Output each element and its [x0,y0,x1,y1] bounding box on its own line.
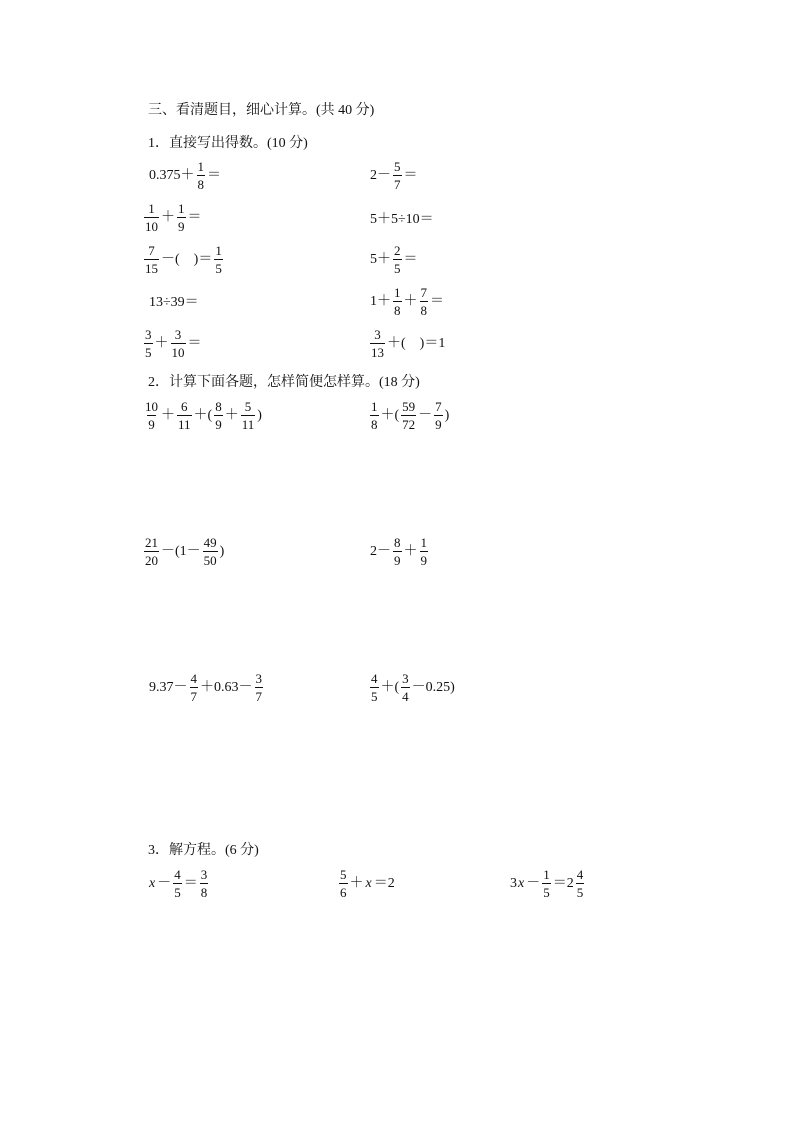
q1-expression-8 [369,286,445,318]
denominator: 5 [371,689,378,704]
close-paren: ) [257,408,262,423]
numerator: 5 [394,159,401,174]
q2-expression-3 [143,536,225,568]
fraction [190,672,199,704]
equals: ＝ [207,168,221,183]
denominator: 8 [371,417,378,432]
numerator: 59 [402,399,416,414]
fraction [144,536,159,568]
fraction [203,536,218,568]
denominator: 9 [435,417,442,432]
q2-expression-4 [369,536,429,568]
term: 0.375＋ [149,168,195,183]
denominator: 50 [203,553,217,568]
numerator: 21 [145,535,158,550]
variable: x [365,876,372,891]
numerator: 1 [148,201,155,216]
denominator: 9 [148,417,155,432]
operator: ＋0.63－ [200,680,253,695]
fraction [401,400,416,432]
operator: ＋ [403,544,418,559]
operator: ＋ [161,408,175,423]
numerator: 4 [174,867,181,882]
equals: ＝ [403,252,418,267]
operator: ＋( [380,408,400,423]
fraction [255,672,264,704]
fraction [214,400,223,432]
fraction [542,868,551,900]
numerator: 1 [197,159,204,174]
numerator: 3 [145,327,152,342]
operator: － [418,408,433,423]
denominator: 10 [145,219,158,234]
denominator: 9 [420,553,427,568]
fraction [241,400,256,432]
fraction [370,400,379,432]
numerator: 6 [181,399,188,414]
fraction [144,244,159,276]
numerator: 7 [148,243,155,258]
close-paren: ) [444,408,450,423]
numerator: 7 [420,285,427,300]
q3-equation-3 [509,868,585,900]
q1-expression-3 [143,202,203,234]
numerator: 1 [178,201,185,216]
q1-expression-2 [369,160,419,192]
operator: ＋ [161,210,175,225]
fraction [200,868,209,900]
numerator: 3 [255,671,262,686]
q1-expression-7 [148,296,200,310]
denominator: 5 [576,885,584,900]
denominator: 13 [371,345,384,360]
denominator: 8 [394,303,401,318]
operator: ＋ [224,408,239,423]
fraction [393,536,402,568]
term: 13÷39＝ [149,295,199,310]
term: 5＋ [370,252,391,267]
term: 9.37－ [149,680,188,695]
equals: ＝ [430,294,444,309]
fraction [393,244,402,276]
numerator: 10 [145,399,158,414]
fraction [370,672,379,704]
denominator: 11 [241,417,255,432]
q1-expression-9 [143,328,203,360]
term: 2－ [370,168,391,183]
numerator: 3 [402,671,409,686]
q1-expression-4 [369,213,435,227]
term: 2－ [370,544,391,559]
answer-blank-expression: －( )＝ [161,252,213,267]
denominator: 5 [174,885,181,900]
operator: ＋( [193,408,213,423]
variable: x [518,876,525,891]
numerator: 1 [394,285,401,300]
numerator: 8 [394,535,401,550]
fraction [420,536,429,568]
term: ＝2 [373,876,395,891]
q2-heading: 2．计算下面各题，怎样简便怎样算。(18 分) [148,375,420,390]
denominator: 8 [197,177,204,192]
fraction [339,868,348,900]
fraction [171,328,186,360]
q2-expression-2 [369,400,450,432]
q3-heading: 3．解方程。(6 分) [148,843,259,858]
q2-expression-5 [148,672,264,704]
numerator: 3 [174,327,182,342]
coefficient: 3 [510,876,517,891]
fraction [370,328,385,360]
denominator: 7 [255,689,262,704]
denominator: 9 [178,219,185,234]
operator: － [526,876,541,891]
operator: ＋ [349,876,364,891]
denominator: 9 [215,417,222,432]
operator: ＋ [403,294,418,309]
section-title: 三、看清题目，细心计算。(共 40 分) [148,103,375,118]
numerator: 7 [435,399,442,414]
equals-mixed-whole: ＝2 [552,876,574,891]
fraction [144,328,153,360]
operator: ＋( [380,680,400,695]
operator: －(1－ [161,544,201,559]
numerator: 5 [244,399,252,414]
denominator: 11 [178,417,191,432]
term: 1＋ [370,294,391,309]
denominator: 7 [190,689,197,704]
denominator: 6 [340,885,347,900]
q1-expression-6 [369,244,419,276]
numerator: 2 [394,243,401,258]
denominator: 5 [394,261,401,276]
denominator: 5 [215,261,222,276]
numerator: 1 [420,535,427,550]
denominator: 7 [394,177,401,192]
equals: ＝ [183,876,198,891]
numerator: 4 [576,867,584,882]
fraction [393,160,402,192]
denominator: 72 [402,417,416,432]
fraction [576,868,585,900]
denominator: 5 [145,345,152,360]
denominator: 5 [543,885,550,900]
q3-equation-1 [148,868,209,900]
fraction [173,868,182,900]
term: 5＋5÷10＝ [370,212,434,227]
q3-equation-2 [338,868,396,900]
numerator: 4 [190,671,197,686]
denominator: 10 [171,345,185,360]
numerator: 3 [374,327,381,342]
numerator: 1 [543,867,550,882]
numerator: 49 [203,535,217,550]
operator: ＋ [154,336,169,351]
fraction [177,202,186,234]
denominator: 4 [402,689,409,704]
numerator: 5 [340,867,347,882]
operator: －0.25) [411,680,455,695]
equals: ＝ [187,336,202,351]
fraction [214,244,223,276]
numerator: 1 [215,243,222,258]
fraction [144,400,159,432]
fraction [420,286,429,318]
close-paren: ) [219,544,225,559]
variable: x [149,876,156,891]
numerator: 8 [215,399,222,414]
answer-blank-expression: ＋( )＝1 [387,336,446,351]
q1-expression-5 [143,244,224,276]
numerator: 4 [371,671,378,686]
denominator: 8 [420,303,427,318]
q2-expression-6 [369,672,456,704]
fraction [401,672,410,704]
q1-expression-1 [148,160,222,192]
numerator: 1 [371,399,378,414]
denominator: 9 [394,553,401,568]
q1-expression-10 [369,328,446,360]
equals: ＝ [403,168,418,183]
denominator: 8 [200,885,208,900]
fraction [393,286,402,318]
equals: ＝ [187,210,202,225]
q1-heading: 1．直接写出得数。(10 分) [148,136,308,151]
q2-expression-1 [143,400,263,432]
fraction [434,400,443,432]
operator: － [157,876,172,891]
denominator: 15 [145,261,158,276]
fraction [144,202,159,234]
numerator: 3 [200,867,208,882]
fraction [177,400,192,432]
denominator: 20 [145,553,158,568]
fraction [197,160,206,192]
